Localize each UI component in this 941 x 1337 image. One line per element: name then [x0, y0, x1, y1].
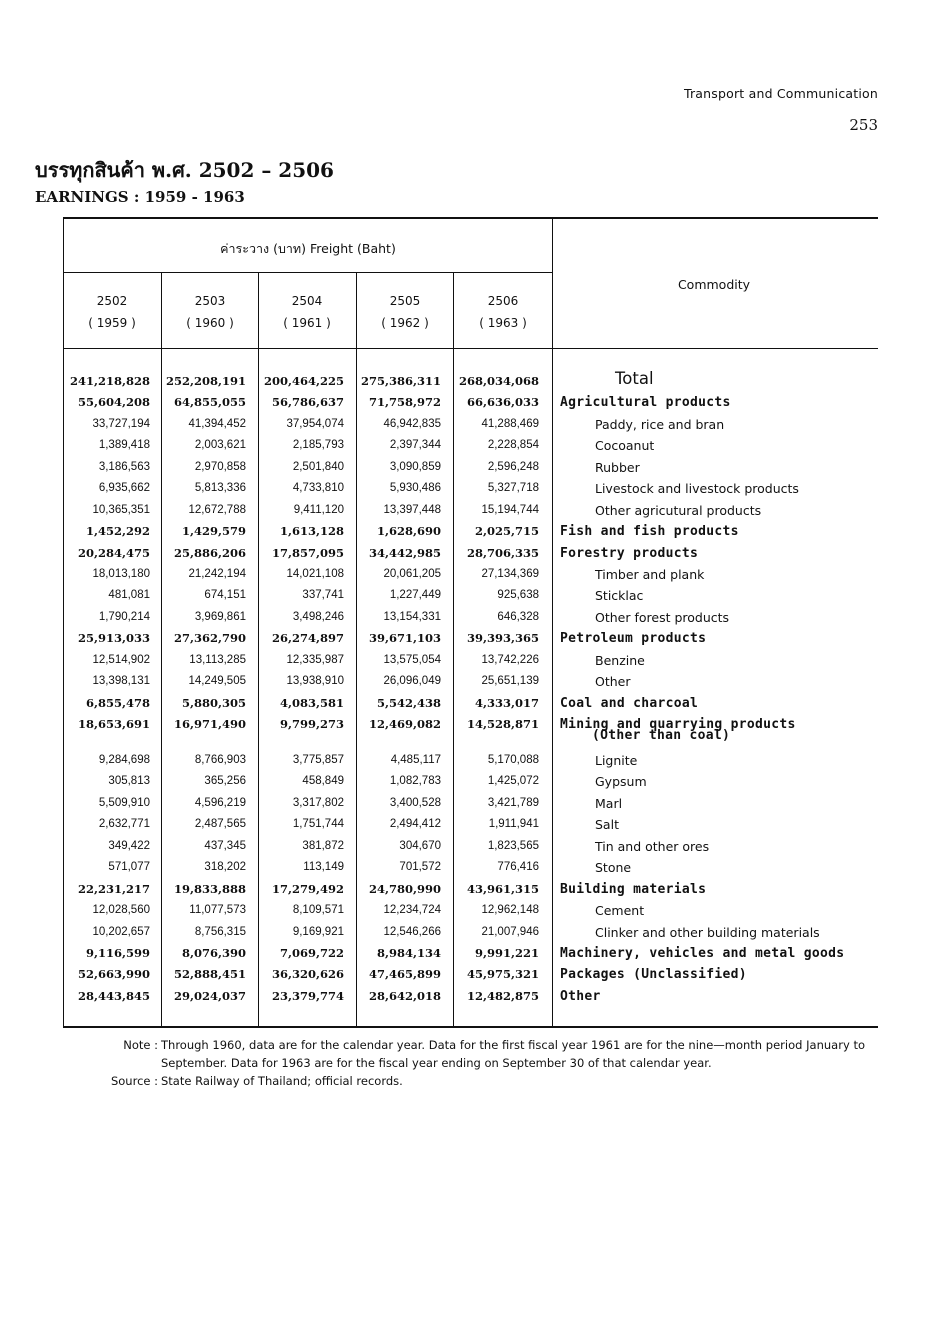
table-row: [0, 879, 941, 900]
table-row: [0, 564, 941, 585]
cell-1959: 9,116,599: [85, 945, 150, 960]
commodity-label: Stone: [595, 860, 632, 876]
cell-1960: 2,003,621: [194, 439, 246, 452]
year-header-2502: [64, 290, 160, 334]
table-body: [0, 371, 941, 1007]
table-row: [0, 371, 941, 392]
cell-1961: 14,021,108: [286, 567, 344, 580]
source-key: Source :: [110, 1074, 158, 1088]
cell-1963: 66,636,033: [466, 395, 539, 410]
cell-1961: 2,185,793: [292, 439, 344, 452]
cell-1959: 52,663,990: [77, 967, 150, 982]
cell-1962: 304,670: [399, 839, 441, 852]
table-row: [0, 771, 941, 792]
commodity-label: Packages (Unclassified): [560, 967, 747, 983]
cell-1963: 45,975,321: [466, 967, 539, 982]
cell-1962: 3,400,528: [389, 796, 441, 809]
cell-1959: 481,081: [108, 589, 150, 602]
table-row: [0, 543, 941, 564]
cell-1959: 18,653,691: [77, 717, 150, 731]
cell-1962: 34,442,985: [368, 545, 441, 560]
commodity-label: Benzine: [595, 652, 645, 668]
cell-1960: 318,202: [204, 861, 246, 874]
year-ce: ( 1960 ): [186, 316, 234, 330]
cell-1963: 14,528,871: [466, 717, 539, 731]
cell-1959: 12,028,560: [92, 904, 150, 917]
cell-1961: 9,799,273: [279, 717, 344, 731]
cell-1963: 4,333,017: [474, 695, 539, 710]
cell-1962: 2,494,412: [389, 818, 441, 831]
cell-1960: 16,971,490: [173, 717, 246, 731]
commodity-label: Cocoanut: [595, 438, 655, 454]
cell-1960: 674,151: [204, 589, 246, 602]
table-row: [0, 607, 941, 628]
table-row: [0, 585, 941, 606]
cell-1963: 25,651,139: [481, 675, 539, 688]
cell-1962: 20,061,205: [383, 567, 441, 580]
cell-1959: 13,398,131: [92, 675, 150, 688]
cell-1963: 43,961,315: [466, 881, 539, 896]
table-row: [0, 814, 941, 835]
commodity-label: Building materials: [560, 881, 707, 897]
cell-1960: 8,076,390: [181, 945, 246, 960]
commodity-label: Clinker and other building materials: [595, 924, 820, 940]
table-row: [0, 714, 941, 750]
commodity-label: Cement: [595, 903, 645, 919]
cell-1960: 19,833,888: [173, 881, 246, 896]
cell-1963: 41,288,469: [481, 417, 539, 430]
commodity-label: Salt: [595, 817, 619, 833]
cell-1959: 10,202,657: [92, 925, 150, 938]
cell-1962: 5,930,486: [389, 482, 441, 495]
cell-1961: 13,938,910: [286, 675, 344, 688]
cell-1960: 2,970,858: [194, 460, 246, 473]
cell-1959: 55,604,208: [77, 395, 150, 410]
cell-1960: 1,429,579: [181, 524, 246, 539]
commodity-label: Coal and charcoal: [560, 695, 699, 711]
table-row: [0, 414, 941, 435]
cell-1961: 113,149: [303, 861, 344, 874]
cell-1960: 252,208,191: [165, 374, 246, 388]
commodity-label: Lignite: [595, 753, 638, 768]
cell-1961: 3,775,857: [292, 754, 344, 766]
table-row: [0, 693, 941, 714]
cell-1960: 52,888,451: [173, 967, 246, 982]
note: [95, 1036, 865, 1072]
cell-1959: 1,790,214: [98, 610, 150, 623]
page-number: 253: [849, 116, 878, 134]
commodity-label: Total: [615, 369, 654, 388]
cell-1960: 8,756,315: [194, 925, 246, 938]
cell-1963: 13,742,226: [481, 653, 539, 666]
cell-1963: 2,228,854: [487, 439, 539, 452]
cell-1962: 12,234,724: [383, 904, 441, 917]
commodity-label: Timber and plank: [595, 566, 705, 582]
cell-1961: 2,501,840: [292, 460, 344, 473]
commodity-label: Livestock and livestock products: [595, 481, 799, 497]
cell-1962: 39,671,103: [368, 631, 441, 646]
cell-1962: 8,984,134: [376, 945, 441, 960]
cell-1960: 29,024,037: [173, 988, 246, 1003]
cell-1963: 27,134,369: [481, 567, 539, 580]
cell-1959: 10,365,351: [92, 503, 150, 516]
table-row: [0, 521, 941, 542]
cell-1961: 37,954,074: [286, 417, 344, 430]
cell-1960: 21,242,194: [188, 567, 246, 580]
cell-1962: 13,397,448: [383, 503, 441, 516]
cell-1959: 3,186,563: [98, 460, 150, 473]
year-ce: ( 1963 ): [479, 316, 527, 330]
cell-1961: 56,786,637: [271, 395, 344, 410]
commodity-label: Rubber: [595, 459, 640, 475]
table-row: [0, 628, 941, 649]
cell-1963: 1,425,072: [487, 775, 539, 788]
note-text: Through 1960, data are for the calendar year. Data for the first fiscal year 1961 are for the nine—month period January to September. Data for 1963 are for the fiscal year ending on September 30 of that calendar year.: [161, 1038, 865, 1070]
cell-1960: 12,672,788: [188, 503, 246, 516]
cell-1963: 12,482,875: [466, 988, 539, 1003]
cell-1961: 7,069,722: [279, 945, 344, 960]
cell-1961: 381,872: [302, 839, 344, 852]
table-row: [0, 857, 941, 878]
cell-1963: 15,194,744: [481, 503, 539, 516]
cell-1962: 13,154,331: [383, 610, 441, 623]
cell-1961: 337,741: [302, 589, 344, 602]
note-key: Note :: [123, 1038, 158, 1052]
cell-1961: 1,613,128: [279, 524, 344, 539]
cell-1962: 701,572: [399, 861, 441, 874]
cell-1960: 13,113,285: [189, 653, 246, 666]
cell-1959: 571,077: [108, 861, 150, 874]
cell-1963: 12,962,148: [481, 904, 539, 917]
table-row: [0, 478, 941, 499]
year-header-2505: [357, 290, 453, 334]
table-top-rule: [63, 217, 878, 219]
cell-1960: 365,256: [204, 775, 246, 788]
cell-1959: 305,813: [108, 775, 150, 788]
cell-1959: 2,632,771: [98, 818, 150, 831]
cell-1962: 28,642,018: [368, 988, 441, 1003]
commodity-label: [560, 714, 890, 742]
cell-1961: 17,279,492: [271, 881, 344, 896]
commodity-label: Sticklac: [595, 588, 644, 604]
source: [95, 1072, 865, 1090]
table-row: [0, 500, 941, 521]
commodity-label-line2: (Other than coal): [592, 728, 731, 743]
cell-1960: 3,969,861: [194, 610, 246, 623]
page-title: EARNINGS : 1959 - 1963: [35, 188, 245, 206]
cell-1960: 2,487,565: [194, 818, 246, 831]
cell-1963: 1,823,565: [487, 839, 539, 852]
cell-1959: 349,422: [108, 839, 150, 852]
cell-1959: 12,514,902: [92, 653, 150, 666]
commodity-header: Commodity: [677, 277, 751, 292]
commodity-label: Other: [595, 674, 631, 690]
cell-1963: 2,025,715: [474, 524, 539, 539]
cell-1963: 776,416: [497, 861, 539, 874]
footnotes: [95, 1036, 865, 1090]
cell-1959: 6,935,662: [98, 482, 150, 495]
cell-1961: 200,464,225: [263, 374, 344, 388]
cell-1961: 4,733,810: [292, 482, 344, 495]
cell-1960: 27,362,790: [173, 631, 246, 646]
commodity-label: Marl: [595, 795, 623, 811]
cell-1962: 12,469,082: [368, 717, 441, 731]
commodity-label: Other forest products: [595, 609, 730, 625]
cell-1959: 5,509,910: [98, 796, 150, 809]
cell-1963: 3,421,789: [487, 796, 539, 809]
cell-1963: 925,638: [497, 589, 539, 602]
cell-1960: 14,249,505: [188, 675, 246, 688]
cell-1960: 5,813,336: [194, 482, 246, 495]
header-bottom-rule: [64, 348, 878, 349]
cell-1959: 241,218,828: [69, 374, 150, 388]
table-row: [0, 986, 941, 1007]
cell-1959: 33,727,194: [92, 417, 150, 430]
commodity-label: Paddy, rice and bran: [595, 416, 725, 432]
commodity-label-line1: Mining and quarrying products: [560, 717, 796, 732]
commodity-label: Gypsum: [595, 774, 647, 790]
cell-1961: 4,083,581: [279, 695, 344, 710]
cell-1962: 3,090,859: [389, 460, 441, 473]
cell-1962: 4,485,117: [390, 754, 441, 766]
cell-1959: 6,855,478: [85, 695, 150, 710]
cell-1961: 26,274,897: [271, 631, 344, 646]
cell-1960: 4,596,219: [194, 796, 246, 809]
cell-1960: 25,886,206: [173, 545, 246, 560]
year-be: 2503: [194, 294, 226, 308]
table-row: [0, 435, 941, 456]
table-row: [0, 964, 941, 985]
cell-1961: 3,317,802: [292, 796, 344, 809]
cell-1959: 28,443,845: [77, 988, 150, 1003]
cell-1961: 17,857,095: [271, 545, 344, 560]
cell-1960: 437,345: [204, 839, 246, 852]
commodity-label: Other: [560, 988, 601, 1004]
year-be: 2502: [96, 294, 128, 308]
table-bottom-rule: [63, 1026, 878, 1028]
cell-1961: 458,849: [302, 775, 344, 788]
cell-1960: 64,855,055: [173, 395, 246, 410]
cell-1963: 5,170,088: [487, 754, 539, 766]
cell-1959: 20,284,475: [77, 545, 150, 560]
cell-1959: 22,231,217: [77, 881, 150, 896]
cell-1960: 41,394,452: [188, 417, 246, 430]
cell-1962: 2,397,344: [389, 439, 441, 452]
year-be: 2505: [389, 294, 421, 308]
cell-1962: 1,628,690: [376, 524, 441, 539]
cell-1959: 25,913,033: [77, 631, 150, 646]
section-label: Transport and Communication: [683, 86, 878, 101]
cell-1963: 2,596,248: [487, 460, 539, 473]
cell-1962: 24,780,990: [368, 881, 441, 896]
cell-1960: 5,880,305: [181, 695, 246, 710]
cell-1962: 47,465,899: [368, 967, 441, 982]
year-be: 2504: [291, 294, 323, 308]
source-text: State Railway of Thailand; official records.: [161, 1074, 403, 1088]
cell-1962: 12,546,266: [383, 925, 441, 938]
cell-1961: 23,379,774: [271, 988, 344, 1003]
freight-header: ค่าระวาง (บาท) Freight (Baht): [220, 241, 396, 256]
table-row: [0, 793, 941, 814]
cell-1963: 646,328: [497, 610, 539, 623]
commodity-label: Fish and fish products: [560, 524, 739, 540]
cell-1961: 9,411,120: [293, 503, 344, 516]
cell-1959: 1,452,292: [85, 524, 150, 539]
cell-1961: 1,751,744: [292, 818, 344, 831]
table-row: [0, 392, 941, 413]
table-row: [0, 650, 941, 671]
cell-1959: 1,389,418: [98, 439, 150, 452]
year-header-2504: [259, 290, 355, 334]
cell-1960: 8,766,903: [194, 754, 246, 766]
cell-1962: 71,758,972: [368, 395, 441, 410]
table-row: [0, 922, 941, 943]
cell-1963: 21,007,946: [481, 925, 539, 938]
cell-1962: 13,575,054: [383, 653, 441, 666]
cell-1962: 1,082,783: [389, 775, 441, 788]
cell-1961: 8,109,571: [292, 904, 344, 917]
year-header-2503: [162, 290, 258, 334]
table-row: [0, 836, 941, 857]
page-title-thai: บรรทุกสินค้า พ.ศ. 2502 – 2506: [35, 158, 334, 182]
cell-1961: 9,169,921: [292, 925, 344, 938]
cell-1963: 9,991,221: [474, 945, 539, 960]
cell-1961: 12,335,987: [286, 653, 344, 666]
cell-1962: 5,542,438: [376, 695, 441, 710]
commodity-label: Machinery, vehicles and metal goods: [560, 945, 845, 961]
cell-1963: 28,706,335: [466, 545, 539, 560]
commodity-label: Other agricutural products: [595, 502, 762, 518]
year-ce: ( 1959 ): [88, 316, 136, 330]
cell-1960: 11,077,573: [189, 904, 246, 917]
table-row: [0, 900, 941, 921]
year-be: 2506: [487, 294, 519, 308]
cell-1961: 36,320,626: [271, 967, 344, 982]
cell-1963: 268,034,068: [458, 374, 539, 388]
commodity-label: Tin and other ores: [595, 838, 710, 854]
commodity-label: Petroleum products: [560, 631, 707, 647]
cell-1962: 26,096,049: [383, 675, 441, 688]
cell-1962: 1,227,449: [389, 589, 441, 602]
table-row: [0, 750, 941, 771]
year-header-rule: [64, 272, 552, 273]
cell-1959: 18,013,180: [92, 567, 150, 580]
year-ce: ( 1962 ): [381, 316, 429, 330]
cell-1963: 5,327,718: [487, 482, 539, 495]
commodity-label: Agricultural products: [560, 395, 731, 411]
cell-1963: 39,393,365: [466, 631, 539, 646]
table-row: [0, 943, 941, 964]
cell-1963: 1,911,941: [488, 818, 539, 831]
year-header-2506: [455, 290, 551, 334]
table-row: [0, 671, 941, 692]
year-ce: ( 1961 ): [283, 316, 331, 330]
commodity-label: Forestry products: [560, 545, 699, 561]
cell-1959: 9,284,698: [98, 754, 150, 766]
cell-1961: 3,498,246: [292, 610, 344, 623]
cell-1962: 275,386,311: [360, 374, 441, 388]
cell-1962: 46,942,835: [383, 417, 441, 430]
table-row: [0, 457, 941, 478]
